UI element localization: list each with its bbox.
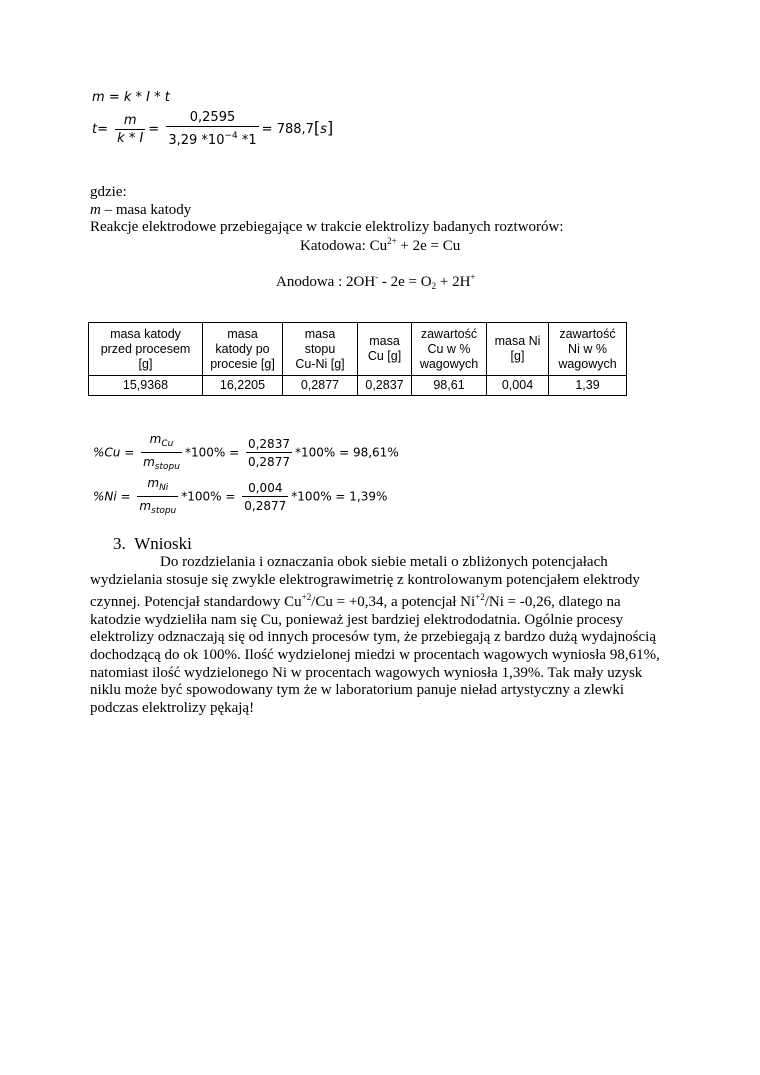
- percent-ni-lhs: %Ni: [93, 489, 117, 504]
- table-header-row: [89, 323, 627, 376]
- table-header-cell: masa katody przed procesem [g]: [89, 323, 203, 376]
- percent-cu-fraction-values: $\frac{0,2837}{0,2877}$: [247, 437, 290, 469]
- cathode-rest: + 2e = Cu: [396, 238, 461, 254]
- formula-time: t= $\frac{m}{k * I}$ = $\frac{0,2595}{3,29 *10^{-4} *1}$ = 788,7[s]: [92, 110, 334, 148]
- anode-sub: 2: [431, 281, 437, 291]
- formula-time-frac2-den-base: 3,29 *10: [168, 133, 225, 148]
- percent-cu-result: *100% = 98,61%: [294, 445, 399, 460]
- formula-percent-cu: %Cu = $\frac{m_{Cu}}{m_{stopu}}$ *100% = $\frac{0,2837}{0,2877}$ *100% = 98,61%: [93, 432, 399, 472]
- formula-time-fraction-1: [115, 114, 145, 146]
- table-header-cell: masa katody po procesie [g]: [203, 323, 283, 376]
- conclusion-paragraph: Do rozdzielania i oznaczania obok siebie metali o zbliżonych potencjałach wydzielania stosuje się zwykle elektrograwimetrię z kontrolowanym potencjałem elektrody czynnej. Potencjał standardowy $Cu^{+2}/Cu = +0,34$, a potencjał $Ni^{+2}/Ni = -0,26$, dlatego na katodzie wydzieliła nam się Cu, ponieważ jest bardziej elektrododatnia. Ogólnie procesy elektrolizy odznaczają się od innych procesów tym, że przebiegają z bardzo dużą wydajnością dochodzącą do ok 100%. Ilość wydzielonej miedzi w procentach wagowych wyniosła 98,61%, natomiast ilość wydzielonego Ni w procentach wagowych wyniosła 1,39%. Tak mały uzysk niklu może być spowodowany tym że w laboratorium panuje nieład artystyczny a zlewki podczas elektrolizy pękają!: [90, 554, 660, 716]
- reactions-intro: Reakcje elektrodowe przebiegające w trakcie elektrolizy badanych roztworów:: [90, 219, 564, 235]
- anode-mid: - 2e = O: [378, 274, 432, 290]
- anode-mid2: + 2H: [436, 274, 471, 290]
- percent-ni-result: *100% = 1,39%: [291, 489, 388, 504]
- formula-percent-ni: %Ni = $\frac{m_{Ni}}{m_{stopu}}$ *100% = $\frac{0,004}{0,2877}$ *100% = 1,39%: [93, 476, 388, 516]
- legend-mass-desc: – masa katody: [100, 202, 192, 218]
- anode-reaction: [276, 272, 475, 291]
- legend-mass-symbol: m: [90, 202, 101, 218]
- formula-mass-rhs: k * I * t: [123, 90, 170, 105]
- percent-cu-fraction-symbolic: $\frac{m_{Cu}}{m_{stopu}}$: [143, 432, 180, 472]
- table-header-cell: masa stopu Cu-Ni [g]: [283, 323, 358, 376]
- formula-time-frac1-den: k * I: [117, 130, 144, 146]
- formula-time-result: 788,7: [276, 122, 314, 137]
- results-table: [88, 322, 627, 396]
- formula-time-frac2-den-exp: −4: [224, 131, 238, 141]
- formula-time-unit: s: [320, 122, 327, 137]
- percent-ni-fraction-values: $\frac{0,004}{0,2877}$: [244, 481, 287, 513]
- cathode-charge: 2+: [387, 236, 397, 246]
- table-header-cell: masa Ni [g]: [487, 323, 549, 376]
- formula-time-lhs: t: [92, 122, 98, 137]
- formula-time-frac1-num: m: [115, 114, 145, 130]
- table-cell: 0,2877: [283, 376, 358, 396]
- table-row: [89, 376, 627, 396]
- section-heading: [113, 534, 192, 554]
- formula-mass-lhs: m: [92, 90, 105, 105]
- legend-mass: [90, 202, 191, 219]
- formula-time-frac2-den: [166, 127, 258, 148]
- formula-time-frac2-den-tail: *1: [237, 133, 257, 148]
- cathode-reaction: [300, 236, 460, 255]
- table-cell: 0,004: [487, 376, 549, 396]
- table-header-cell: masa Cu [g]: [358, 323, 412, 376]
- table-cell: 16,2205: [203, 376, 283, 396]
- table-cell: 15,9368: [89, 376, 203, 396]
- percent-cu-lhs: %Cu: [93, 445, 121, 460]
- anode-label: Anodowa : 2OH: [276, 274, 376, 290]
- anode-charge2: +: [470, 272, 476, 282]
- table-cell: 98,61: [412, 376, 487, 396]
- percent-cu-mid: *100% =: [184, 445, 240, 460]
- section-title: Wnioski: [134, 534, 192, 553]
- formula-mass: m = k * I * t: [92, 90, 170, 105]
- cathode-label: Katodowa: Cu: [300, 238, 388, 254]
- table-header-cell: zawartość Ni w % wagowych: [549, 323, 627, 376]
- table-cell: 0,2837: [358, 376, 412, 396]
- percent-ni-fraction-symbolic: $\frac{m_{Ni}}{m_{stopu}}$: [139, 476, 177, 516]
- formula-time-fraction-2: [166, 111, 258, 148]
- table-header-cell: zawartość Cu w % wagowych: [412, 323, 487, 376]
- formula-time-frac2-num: 0,2595: [166, 111, 258, 127]
- legend-intro: gdzie:: [90, 184, 127, 200]
- section-number: 3.: [113, 534, 126, 553]
- anode-charge: -: [375, 272, 379, 282]
- table-cell: 1,39: [549, 376, 627, 396]
- percent-ni-mid: *100% =: [181, 489, 236, 504]
